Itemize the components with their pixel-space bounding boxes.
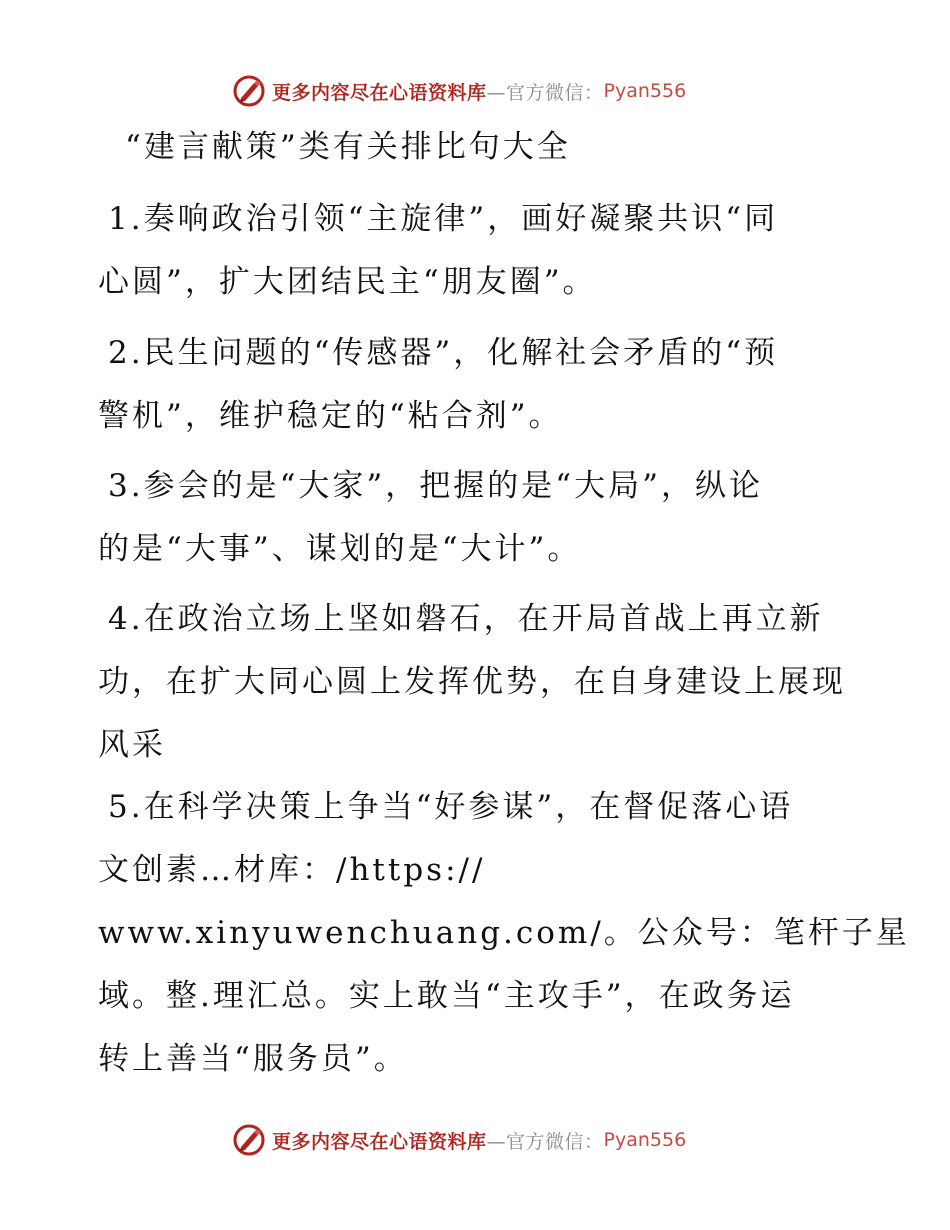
paragraph-2 <box>98 322 858 448</box>
paragraph-line: www.xinyuwenchuang.com/。公众号：笔杆子星 <box>98 915 910 951</box>
paragraph-line: 警机”，维护稳定的“粘合剂”。 <box>98 398 563 434</box>
document-title: “建言献策”类有关排比句大全 <box>125 129 571 165</box>
paragraph-5 <box>98 776 910 1091</box>
watermark-sub-text: —官方微信： <box>486 81 604 104</box>
paragraph-line: 心圆”，扩大团结民主“朋友圈”。 <box>98 264 597 300</box>
paragraph-3 <box>98 455 858 581</box>
brand-logo-icon <box>232 1123 266 1157</box>
watermark-wechat-id: Pyan556 <box>603 1129 687 1151</box>
paragraph-line: 域。整.理汇总。实上敢当“主攻手”，在政务运 <box>98 978 795 1014</box>
paragraph-line: 转上善当“服务员”。 <box>98 1041 408 1077</box>
paragraph-line: 4.在政治立场上坚如磐石，在开局首战上再立新 <box>108 601 824 637</box>
paragraph-line: 功，在扩大同心圆上发挥优势，在自身建设上展现 <box>98 664 846 700</box>
paragraph-line: 2.民生问题的“传感器”，化解社会矛盾的“预 <box>108 335 779 371</box>
paragraph-line: 1.奏响政治引领“主旋律”，画好凝聚共识“同 <box>108 201 779 237</box>
paragraph-line: 的是“大事”、谋划的是“大计”。 <box>98 531 582 567</box>
footer-watermark <box>232 1120 686 1160</box>
paragraph-line: 文创素…材库：/https:// <box>98 852 486 888</box>
watermark-main-text: 更多内容尽在心语资料库 <box>272 81 487 104</box>
watermark-main-text: 更多内容尽在心语资料库 <box>272 1130 487 1153</box>
brand-logo-icon <box>232 74 266 108</box>
paragraph-line: 3.参会的是“大家”，把握的是“大局”，纵论 <box>108 468 763 504</box>
paragraph-line: 风采 <box>98 727 166 763</box>
paragraph-4 <box>98 588 858 777</box>
watermark-wechat-id: Pyan556 <box>603 80 687 102</box>
header-watermark <box>232 71 686 111</box>
watermark-sub-text: —官方微信： <box>486 1130 604 1153</box>
paragraph-1 <box>98 188 858 314</box>
paragraph-line: 5.在科学决策上争当“好参谋”，在督促落心语 <box>108 789 794 825</box>
